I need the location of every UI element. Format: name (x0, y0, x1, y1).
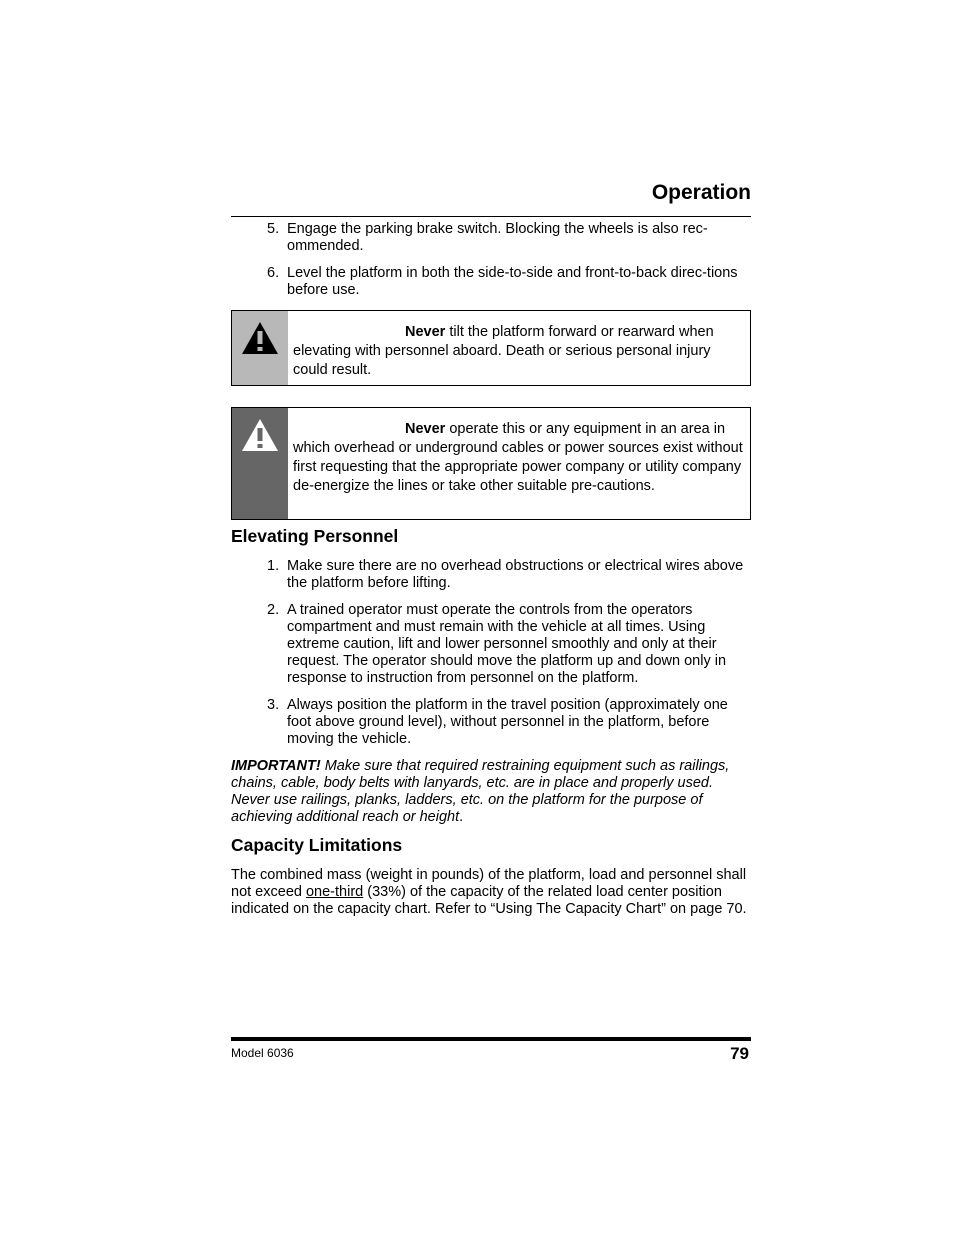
list-text: A trained operator must operate the controls from the operators compartment and must remain with the vehicle at all times. Using extreme caution, lift and lower personnel smoothly and only at their request. The operator should move the platform up and down only in response to instruction from personnel on the platform. (287, 602, 727, 686)
page-number: 79 (730, 1044, 749, 1063)
list-item-step-3 (267, 697, 749, 748)
capacity-underlined: one-third (305, 884, 364, 900)
heading-capacity-limitations: Capacity Limitations (231, 835, 403, 855)
header-rule (231, 216, 751, 217)
capacity-text-before: The combined mass (weight in pounds) of the platform, load and personnel shall not exceed (231, 867, 747, 900)
warning-text (293, 323, 744, 380)
list-item-step-1 (267, 558, 749, 592)
warning-box-power-lines (231, 407, 751, 520)
footer-rule (231, 1037, 751, 1041)
capacity-paragraph (231, 867, 751, 918)
warning-body: tilt the platform forward or rearward when elevating with personnel aboard. Death or serious personal injury could result. (293, 324, 714, 378)
warning-box-tilt (231, 310, 751, 386)
list-number: 2. (267, 602, 280, 618)
list-item-step-5 (267, 221, 749, 255)
warning-sidebar (232, 408, 288, 519)
warning-sidebar (232, 311, 288, 385)
list-text: Engage the parking brake switch. Blocking the wheels is also rec-ommended. (287, 221, 708, 254)
heading-elevating-personnel: Elevating Personnel (231, 526, 399, 546)
warning-emphasis: Never (405, 324, 446, 340)
capacity-text-after: (33%) of the capacity of the related load center position indicated on the capacity chart. Refer to “Using The Capacity Chart” on page 70. (231, 884, 747, 917)
list-number: 6. (267, 265, 280, 281)
warning-text (293, 420, 744, 496)
list-text: Always position the platform in the travel position (approximately one foot above ground level), without personnel in the platform, before moving the vehicle. (287, 697, 728, 747)
list-item-step-2 (267, 602, 749, 687)
warning-triangle-icon (241, 418, 279, 452)
warning-emphasis: Never (405, 421, 446, 437)
list-item-step-6 (267, 265, 749, 299)
list-text: Level the platform in both the side-to-side and front-to-back direc-tions before use. (287, 265, 738, 298)
important-text: Make sure that required restraining equipment such as railings, chains, cable, body belts with lanyards, etc. are in place and properly used. Never use railings, planks, ladders, etc. on the platform for the purpose of achieving additional reach or height (231, 758, 730, 825)
important-end: . (459, 809, 464, 825)
warning-triangle-icon (241, 321, 279, 355)
important-note (231, 758, 751, 826)
section-title: Operation (651, 181, 751, 204)
list-number: 3. (267, 697, 280, 713)
important-label: IMPORTANT! (231, 758, 321, 774)
list-text: Make sure there are no overhead obstructions or electrical wires above the platform before lifting. (287, 558, 744, 591)
list-number: 1. (267, 558, 280, 574)
warning-body: operate this or any equipment in an area in which overhead or underground cables or power sources exist without first requesting that the appropriate power company or utility company de-energize the lines or take other suitable pre-cautions. (293, 421, 743, 494)
list-number: 5. (267, 221, 280, 237)
footer-model: Model 6036 (231, 1046, 294, 1060)
